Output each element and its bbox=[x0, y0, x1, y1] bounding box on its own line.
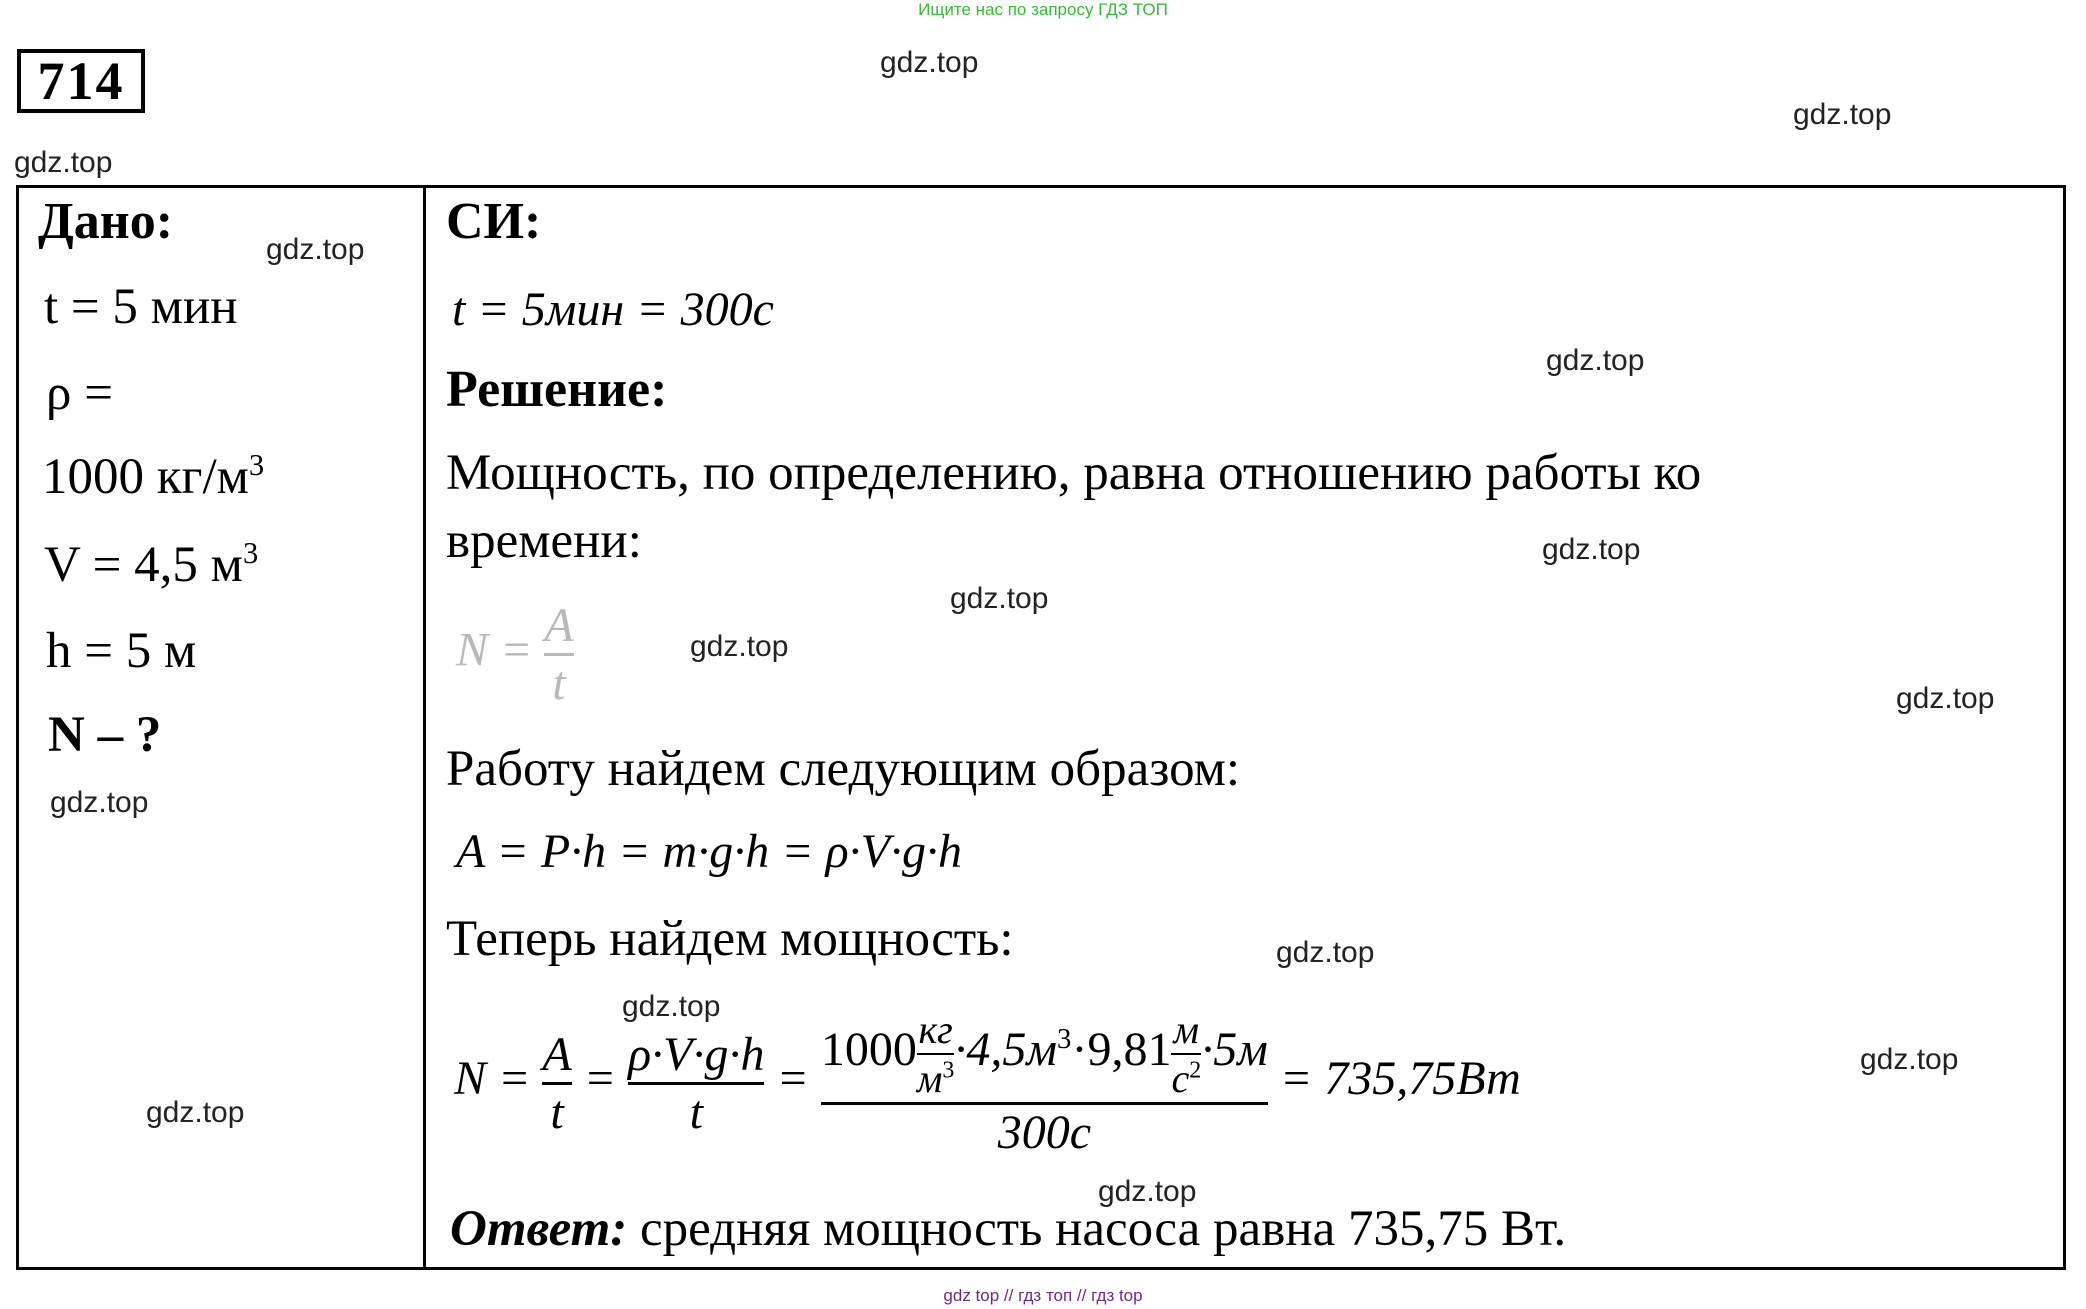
given-heading: Дано: bbox=[38, 193, 174, 250]
work-formula: A = P·h = m·g·h = ρ·V·g·h bbox=[456, 825, 962, 878]
watermark: gdz.top bbox=[146, 1096, 245, 1129]
watermark: gdz.top bbox=[950, 582, 1049, 615]
si-conversion: t = 5мин = 300с bbox=[452, 283, 774, 336]
given-volume: V = 4,5 $м^3$ bbox=[44, 536, 259, 593]
watermark: gdz.top bbox=[1542, 533, 1641, 566]
solution-text-1b: времени: bbox=[446, 513, 642, 569]
given-density-value: 1000 $кг/м^3$ bbox=[42, 448, 265, 505]
top-banner[interactable]: Ищите нас по запросу ГДЗ ТОП bbox=[918, 0, 1168, 19]
bottom-banner[interactable]: gdz top // гдз топ // гдз top bbox=[943, 1286, 1143, 1305]
given-unknown: N – ? bbox=[48, 707, 162, 763]
watermark: gdz.top bbox=[1793, 98, 1892, 131]
si-heading: СИ: bbox=[446, 193, 542, 250]
solution-text-2: Работу найдем следующим образом: bbox=[446, 741, 1241, 797]
watermark: gdz.top bbox=[1546, 344, 1645, 377]
power-calculation-formula: N = $\frac{A}{t}$ = $\frac{\rho\cdot V\cdot g\cdot h}{t}$ = 1000 $\frac{кг}{м^3}$ $\cdot 4,5м^3\cdot 9,81$ $\frac{м}{с^2}$ ·5м 300с = 735,75Вт bbox=[454, 1007, 1521, 1159]
watermark: gdz.top bbox=[50, 786, 149, 819]
solution-text-3: Теперь найдем мощность: bbox=[446, 911, 1014, 967]
watermark: gdz.top bbox=[880, 46, 979, 79]
solution-text-1a: Мощность, по определению, равна отношению работы ко bbox=[446, 445, 1702, 501]
watermark: gdz.top bbox=[1896, 682, 1995, 715]
watermark: gdz.top bbox=[1276, 936, 1375, 969]
power-definition-formula: N = $\frac{A}{t}$ bbox=[456, 599, 574, 710]
watermark: gdz.top bbox=[1098, 1175, 1197, 1208]
given-density-label: ρ = bbox=[46, 365, 113, 421]
given-height: h = 5 м bbox=[46, 623, 197, 679]
solution-heading: Решение: bbox=[446, 361, 668, 418]
watermark: gdz.top bbox=[1860, 1043, 1959, 1076]
given-time: t = 5 мин bbox=[44, 279, 238, 335]
problem-number: 714 bbox=[17, 49, 145, 113]
watermark: gdz.top bbox=[266, 233, 365, 266]
answer: Ответ: средняя мощность насоса равна 735,75 Вт. bbox=[450, 1201, 1567, 1257]
watermark: gdz.top bbox=[14, 146, 113, 179]
watermark: gdz.top bbox=[690, 630, 789, 663]
column-divider bbox=[423, 185, 426, 1270]
watermark: gdz.top bbox=[622, 990, 721, 1023]
